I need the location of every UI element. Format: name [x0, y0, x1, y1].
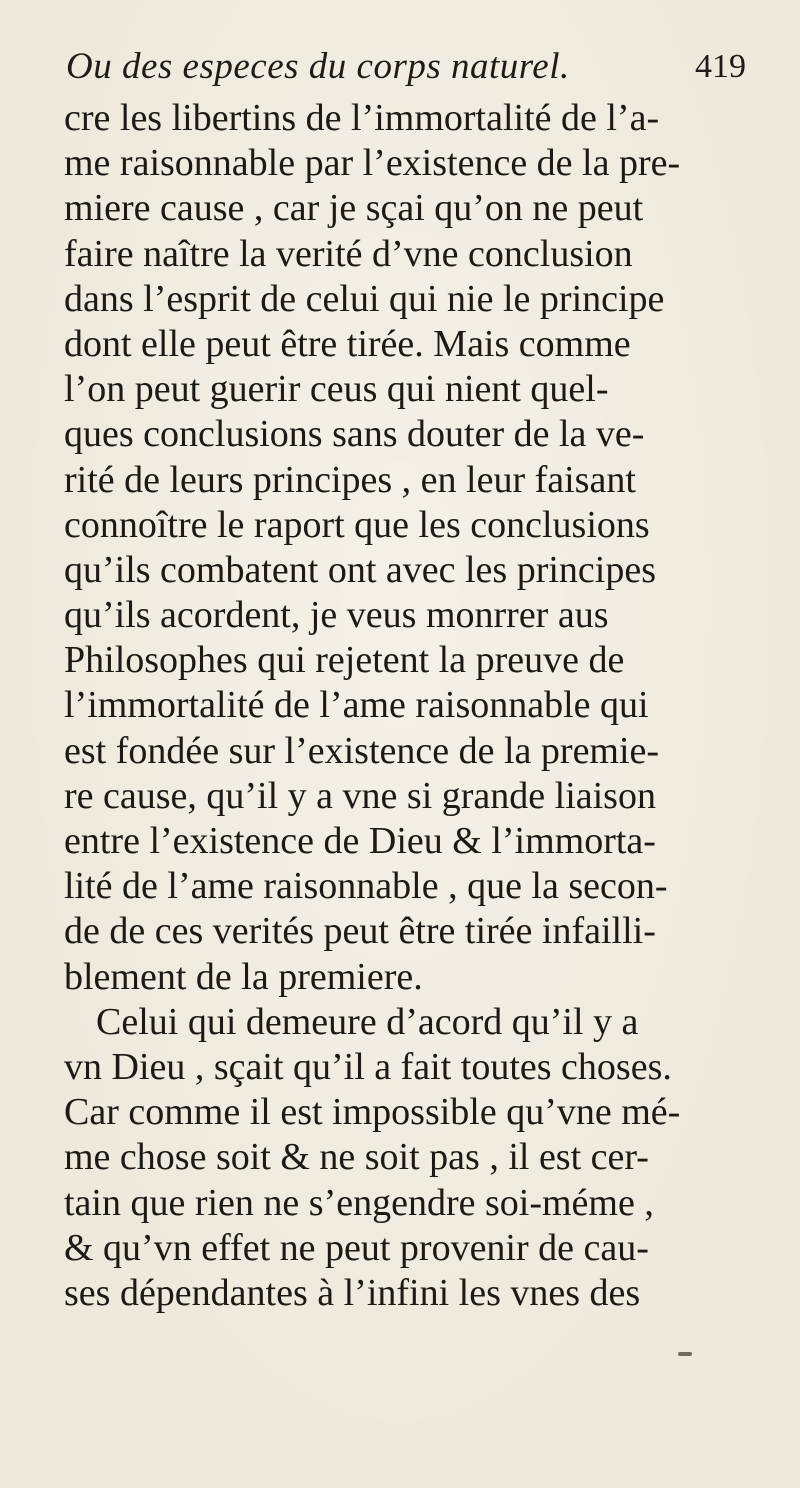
text-line: lité de l’ame raisonnable , que la secon- — [64, 865, 668, 908]
text-line: blement de la premiere. — [64, 955, 423, 998]
text-line: tain que rien ne s’engendre soi-méme , — [64, 1181, 654, 1224]
running-head: Ou des especes du corps naturel. — [66, 46, 570, 87]
text-line: Car comme il est impossible qu’vne mé- — [64, 1091, 681, 1134]
text-line: & qu’vn effet ne peut provenir de cau- — [64, 1226, 649, 1269]
text-line: l’immortalité de l’ame raisonnable qui — [64, 684, 649, 727]
page-header — [66, 42, 746, 92]
text-line: qu’ils acordent, je veus monrrer aus — [64, 594, 609, 637]
text-line: rité de leurs principes , en leur faisant — [64, 458, 636, 501]
text-line: me raisonnable par l’existence de la pre- — [64, 142, 681, 185]
text-line: est fondée sur l’existence de la premie- — [64, 729, 660, 772]
text-line: entre l’existence de Dieu & l’immorta- — [64, 820, 656, 862]
text-line: miere cause , car je sçai qu’on ne peut — [64, 187, 644, 230]
text-line: cre les libertins de l’immortalité de l’a- — [64, 97, 660, 139]
text-line: faire naître la verité d’vne conclusion — [64, 232, 633, 275]
text-line: de de ces verités peut être tirée infailli- — [64, 910, 656, 953]
body-text — [64, 96, 764, 1316]
text-line: dans l’esprit de celui qui nie le principe — [64, 277, 665, 320]
text-line: l’on peut guerir ceus qui nient quel- — [64, 368, 609, 411]
text-line: dont elle peut être tirée. Mais comme — [64, 322, 631, 365]
text-line: ses dépendantes à l’infini les vnes des — [64, 1271, 641, 1314]
text-line: me chose soit & ne soit pas , il est cer- — [64, 1136, 649, 1179]
text-line: vn Dieu , sçait qu’il a fait toutes choses. — [64, 1045, 672, 1088]
text-line: re cause, qu’il y a vne si grande liaison — [64, 774, 656, 817]
text-line: ques conclusions sans douter de la ve- — [64, 413, 645, 456]
ink-speck — [678, 1352, 692, 1356]
text-line: connoître le raport que les conclusions — [64, 503, 650, 546]
page-number: 419 — [695, 48, 746, 85]
text-line: Philosophes qui rejetent la preuve de — [64, 639, 625, 682]
paragraph-start-line: Celui qui demeure d’acord qu’il y a — [96, 1000, 639, 1043]
text-line: qu’ils combatent ont avec les principes — [64, 548, 656, 591]
